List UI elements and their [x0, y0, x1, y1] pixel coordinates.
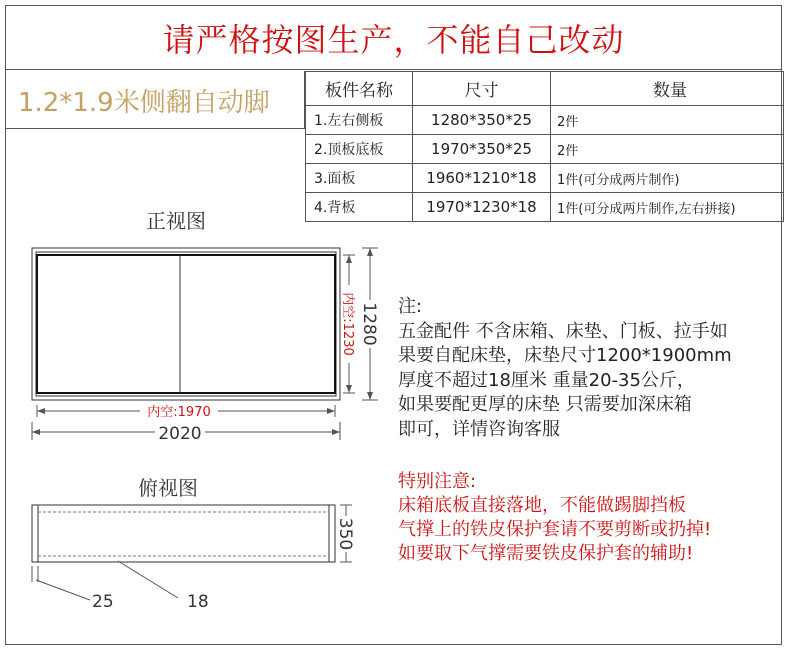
outer-width-label: 2020 — [158, 424, 202, 444]
row-size: 1970*1230*18 — [413, 193, 551, 222]
thickness-label-25: 25 — [92, 592, 114, 612]
outer-height-label: 1280 — [359, 302, 379, 346]
row-qty: 2件 — [551, 135, 784, 164]
warning-line: 床箱底板直接落地，不能做踢脚挡板 — [398, 495, 686, 516]
model-title: 1.2*1.9米侧翻自动脚 — [18, 87, 270, 118]
arrow-right-icon — [332, 429, 340, 435]
warning-block — [398, 470, 711, 566]
header-qty: 数量 — [551, 72, 784, 106]
note-line: 果要自配床垫，床垫尺寸1200*1900mm — [398, 345, 732, 366]
header-size: 尺寸 — [413, 72, 551, 106]
row-name: 2.顶板底板 — [306, 135, 413, 164]
note-line: 厚度不超过18厘米 重量20-35公斤， — [398, 369, 695, 391]
arrow-up-icon — [346, 255, 352, 263]
inner-width-label: 内空:1970 — [147, 405, 211, 420]
top-view-panel — [32, 505, 335, 562]
thickness-label-18: 18 — [187, 592, 209, 612]
arrow-down-icon — [367, 392, 373, 400]
leader-25 — [36, 580, 90, 600]
arrow-left-icon — [32, 429, 40, 435]
row-name: 1.左右侧板 — [306, 106, 413, 135]
arrow-left-icon — [37, 408, 45, 414]
note-title: 注: — [398, 296, 423, 317]
arrow-down-icon — [346, 385, 352, 393]
headline: 请严格按图生产，不能自己改动 — [5, 6, 782, 70]
front-view-title: 正视图 — [146, 209, 206, 233]
arrow-right-icon — [327, 408, 335, 414]
leader-18 — [118, 561, 178, 598]
note-block — [398, 295, 732, 442]
row-size: 1960*1210*18 — [413, 164, 551, 193]
warning-line: 气撑上的铁皮保护套请不要剪断或扔掉! — [398, 519, 712, 540]
warning-title: 特别注意: — [398, 471, 477, 492]
top-view-title: 俯视图 — [138, 476, 198, 500]
row-qty: 1件(可分成两片制作,左右拼接) — [551, 193, 784, 222]
row-size: 1280*350*25 — [413, 106, 551, 135]
arrow-up-icon — [367, 248, 373, 256]
note-line: 如果要配更厚的床垫 只需要加深床箱 — [398, 394, 692, 415]
front-frame-edge — [36, 252, 336, 396]
header-name: 板件名称 — [306, 72, 413, 106]
warning-line: 如要取下气撑需要铁皮保护套的辅助! — [398, 543, 694, 564]
front-inner-panel — [37, 255, 335, 393]
front-outer-panel — [32, 248, 340, 400]
row-qty: 1件(可分成两片制作) — [551, 164, 784, 193]
note-line: 五金配件 不含床箱、床垫、门板、拉手如 — [398, 320, 728, 342]
row-qty: 2件 — [551, 106, 784, 135]
row-size: 1970*350*25 — [413, 135, 551, 164]
row-name: 4.背板 — [306, 193, 413, 222]
depth-label: 350 — [335, 517, 355, 551]
note-line: 即可，详情咨询客服 — [398, 418, 560, 440]
row-name: 3.面板 — [306, 164, 413, 193]
inner-height-label: 内空:1230 — [340, 292, 355, 356]
